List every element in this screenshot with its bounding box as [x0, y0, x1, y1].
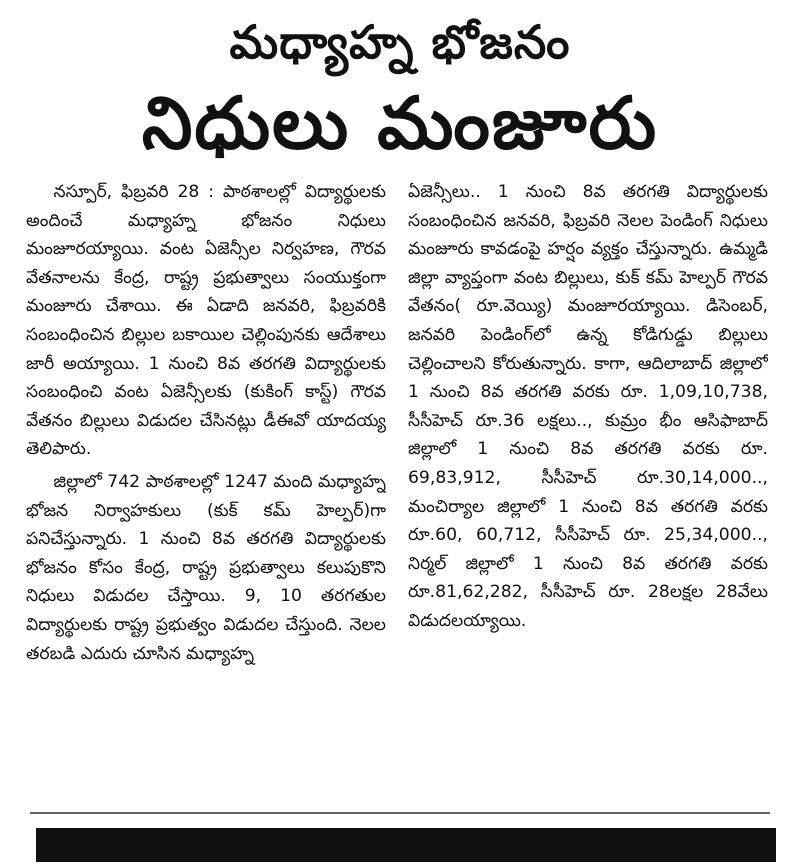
right-column	[408, 178, 768, 808]
section-divider	[30, 812, 770, 814]
paragraph: ఏజెన్సీలు.. 1 నుంచి 8వ తరగతి విద్యార్థులకు సంబంధించిన జనవరి, ఫిబ్రవరి నెలల పెండింగ్ నిధులు మంజూరు కావడంపై హర్షం వ్యక్తం చేస్తున్నారు. ఉమ్మడి జిల్లా వ్యాప్తంగా వంట బిల్లులు, కుక్ కమ్ హెల్పర్ గౌరవ వేతనం( రూ.వెయ్యి) మంజూరయ్యాయి. డిసెంబర్, జనవరి పెండింగ్‌లో ఉన్న కోడిగుడ్డు బిల్లులు చెల్లించాలని కోరుతున్నారు. కాగా, ఆదిలాబాద్ జిల్లాలో 1 నుంచి 8వ తరగతి వరకు రూ. 1,09,10,738, సీసీహెచ్ రూ.36 లక్షలు.., కుమ్రం భీం ఆసిఫాబాద్ జిల్లాలో 1 నుంచి 8వ తరగతి వరకు రూ. 69,83,912, సీసీహెచ్ రూ.30,14,000.., మంచిర్యాల జిల్లాలో 1 నుంచి 8వ తరగతి వరకు రూ.60, 60,712, సీసీహెచ్ రూ. 25,34,000.., నిర్మల్ జిల్లాలో 1 నుంచి 8వ తరగతి వరకు రూ.81,62,282, సీసీహెచ్ రూ. 28లక్షల 28వేలు విడుదలయ్యాయి.	[408, 182, 768, 631]
article-headline: నిధులు మంజూరు	[141, 81, 659, 165]
article-body	[26, 178, 768, 808]
left-column	[26, 178, 386, 808]
article-kicker: మధ్యాహ్న భోజనం	[229, 15, 571, 69]
paragraph: నస్పూర్, ఫిబ్రవరి 28 : పాఠశాలల్లో విద్యార్థులకు అందించే మధ్యాహ్న భోజనం నిధులు మంజూరయ్యాయి. వంట ఏజెన్సీల నిర్వహణ, గౌరవ వేతనాలను కేంద్ర, రాష్ట్ర ప్రభుత్వాలు సంయుక్తంగా మంజూరు చేశాయి. ఈ ఏడాది జనవరి, ఫిబ్రవరికి సంబంధించిన బిల్లుల బకాయిల చెల్లింపునకు ఆదేశాలు జారీ అయ్యాయి. 1 నుంచి 8వ తరగతి విద్యార్థులకు సంబంధించి వంట ఏజెన్సీలకు (కుకింగ్ కాస్ట్) గౌరవ వేతనం బిల్లులు విడుదల చేసినట్లు డీఈవో యాదయ్య తెలిపారు.	[26, 182, 386, 460]
paragraph: జిల్లాలో 742 పాఠశాలల్లో 1247 మంది మధ్యాహ్న భోజన నిర్వాహకులు (కుక్ కమ్ హెల్పర్)గా పనిచేస్తున్నారు. 1 నుంచి 8వ తరగతి విద్యార్థులకు భోజనం కోసం కేంద్ర, రాష్ట్ర ప్రభుత్వాలు కలుపుకొని నిధులు విడుదల చేస్తాయి. 9, 10 తరగతుల విద్యార్థులకు రాష్ట్ర ప్రభుత్వం విడుదల చేస్తుంది. నెలల తరబడి ఎదురు చూసిన మధ్యాహ్న	[26, 471, 386, 664]
cropped-headline-fragment	[36, 828, 776, 862]
next-article-headline-cropped	[36, 828, 776, 868]
